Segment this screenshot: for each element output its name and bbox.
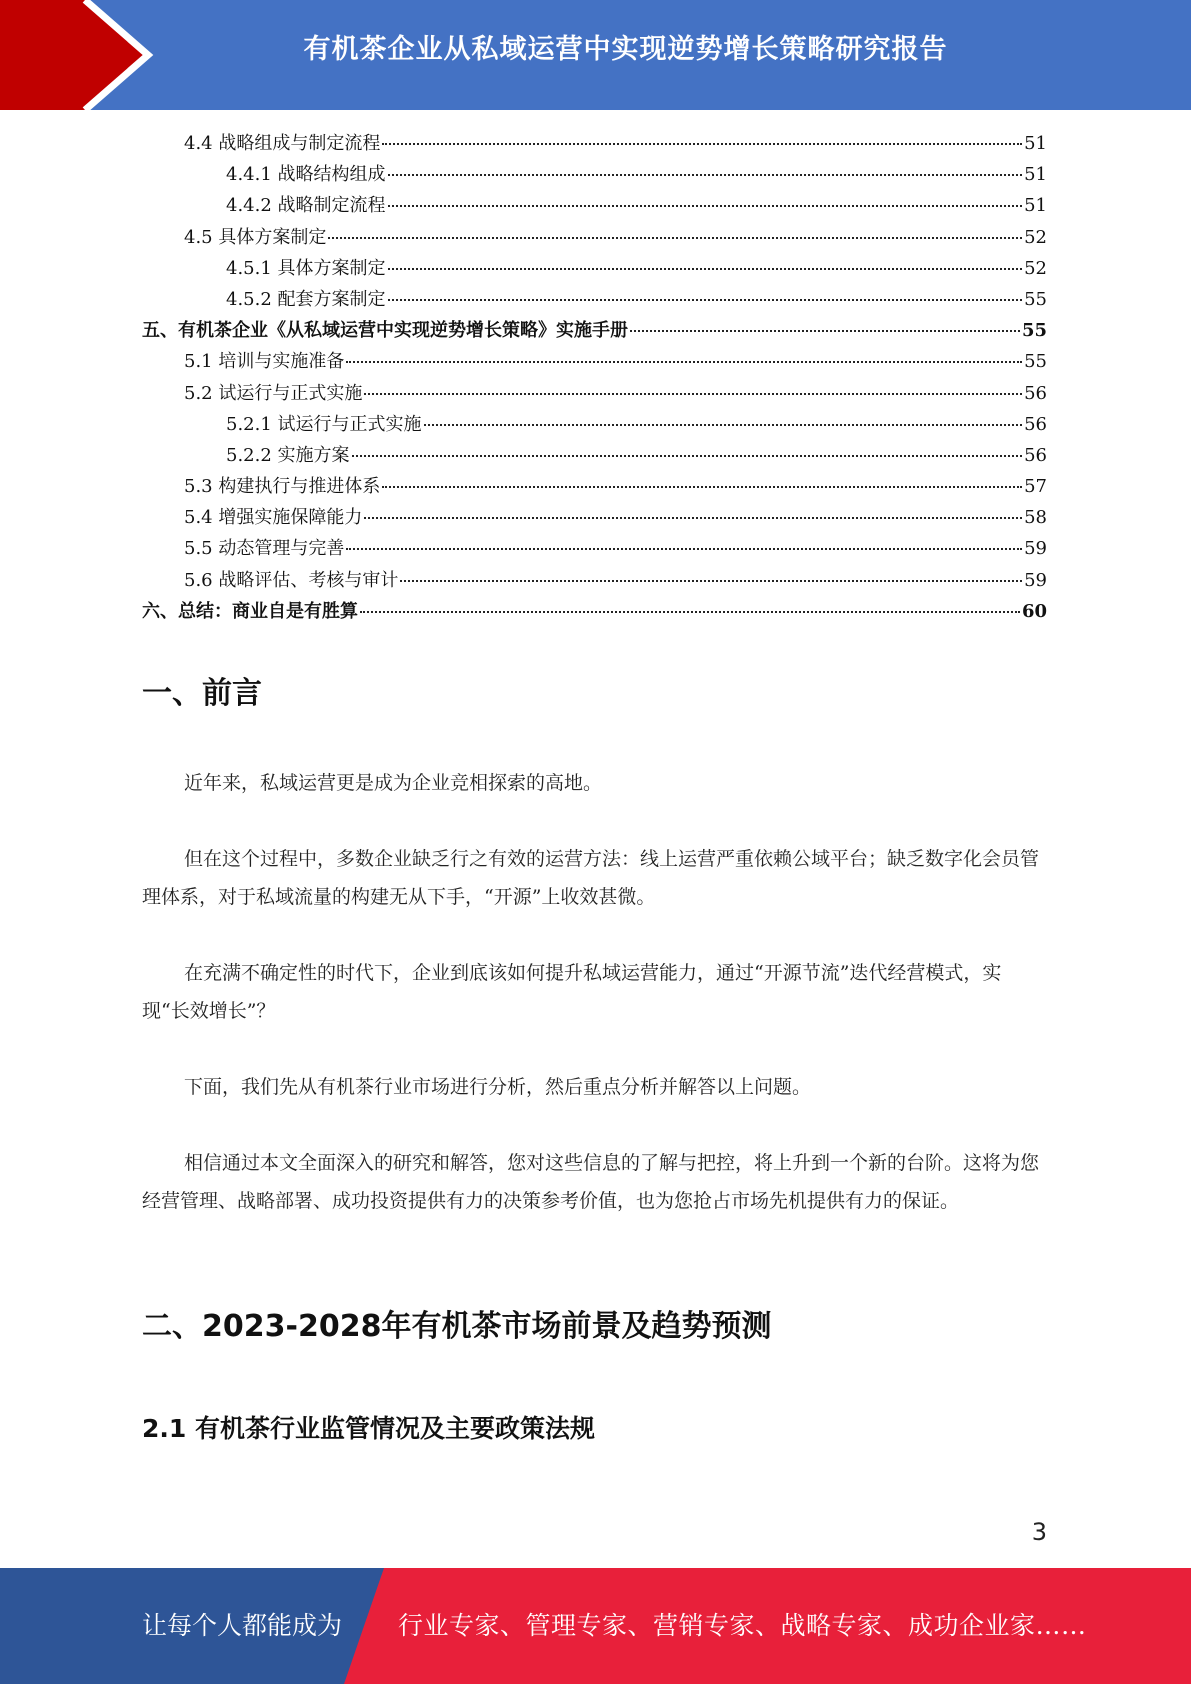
toc-entry[interactable] xyxy=(142,285,1047,316)
toc-entry[interactable] xyxy=(142,191,1047,222)
toc-entry-title: 5.1 培训与实施准备 xyxy=(184,351,345,373)
toc-entry-page: 56 xyxy=(1024,413,1047,435)
paragraph: 但在这个过程中，多数企业缺乏行之有效的运营方法：线上运营严重依赖公域平台；缺乏数字化会员管理体系，对于私域流量的构建无从下手，“开源”上收效甚微。 xyxy=(142,848,1040,908)
toc-leader-dots xyxy=(346,548,1022,550)
paragraph: 在充满不确定性的时代下，企业到底该如何提升私域运营能力，通过“开源节流”迭代经营模式，实现“长效增长”？ xyxy=(142,962,1002,1022)
toc-entry[interactable] xyxy=(142,503,1047,534)
toc-leader-dots xyxy=(424,424,1023,426)
toc-entry-title: 5.4 增强实施保障能力 xyxy=(184,507,363,529)
toc-entry-title: 4.5.2 配套方案制定 xyxy=(226,288,386,310)
toc-entry-page: 51 xyxy=(1024,164,1047,186)
toc-entry-page: 55 xyxy=(1024,351,1047,373)
toc-leader-dots xyxy=(364,517,1022,519)
toc-entry-page: 57 xyxy=(1024,476,1047,498)
toc-entry-title: 六、总结：商业自是有胜算 xyxy=(142,600,358,622)
report-title: 有机茶企业从私域运营中实现逆势增长策略研究报告 xyxy=(303,34,948,65)
toc-entry-title: 5.2.1 试运行与正式实施 xyxy=(226,413,422,435)
toc-entry-page: 55 xyxy=(1021,320,1047,342)
toc-leader-dots xyxy=(388,299,1023,301)
toc-entry[interactable] xyxy=(142,160,1047,191)
toc-entry-page: 52 xyxy=(1024,226,1047,248)
toc-leader-dots xyxy=(388,268,1023,270)
toc-leader-dots xyxy=(388,205,1023,207)
toc-entry-page: 60 xyxy=(1021,600,1047,622)
toc-leader-dots xyxy=(382,143,1022,145)
footer-slogan-right: 行业专家、管理专家、营销专家、战略专家、成功企业家…… xyxy=(398,1611,1087,1640)
toc-entry-page: 55 xyxy=(1024,288,1047,310)
toc-leader-dots xyxy=(400,580,1022,582)
toc-entry[interactable] xyxy=(142,534,1047,565)
paragraph: 近年来，私域运营更是成为企业竞相探索的高地。 xyxy=(184,772,603,794)
paragraph: 下面，我们先从有机茶行业市场进行分析，然后重点分析并解答以上问题。 xyxy=(184,1076,812,1098)
toc-leader-dots xyxy=(328,237,1022,239)
toc-entry-page: 59 xyxy=(1024,569,1047,591)
toc-entry-title: 5.6 战略评估、考核与审计 xyxy=(184,569,399,591)
toc-entry-title: 4.4.2 战略制定流程 xyxy=(226,195,386,217)
toc-entry-page: 56 xyxy=(1024,382,1047,404)
footer-slogan-left: 让每个人都能成为 xyxy=(142,1611,343,1640)
toc-entry-page: 56 xyxy=(1024,444,1047,466)
toc-entry-page: 51 xyxy=(1024,133,1047,154)
toc-entry-title: 五、有机茶企业《从私域运营中实现逆势增长策略》实施手册 xyxy=(142,320,628,342)
toc-leader-dots xyxy=(364,393,1022,395)
page-number: 3 xyxy=(1031,1518,1047,1546)
table-of-contents xyxy=(142,129,1047,628)
section-heading-market-outlook: 二、2023-2028年有机茶市场前景及趋势预测 xyxy=(142,1309,772,1344)
toc-entry-title: 4.5 具体方案制定 xyxy=(184,226,327,248)
section-heading-preface: 一、前言 xyxy=(142,676,262,711)
paragraph: 相信通过本文全面深入的研究和解答，您对这些信息的了解与把控，将上升到一个新的台阶。这将为您经营管理、战略部署、成功投资提供有力的决策参考价值，也为您抢占市场先机提供有力的保证。 xyxy=(142,1152,1040,1212)
toc-entry[interactable] xyxy=(142,566,1047,597)
toc-entry-page: 52 xyxy=(1024,257,1047,279)
toc-leader-dots xyxy=(388,174,1023,176)
toc-entry[interactable] xyxy=(142,441,1047,472)
toc-entry[interactable] xyxy=(142,410,1047,441)
toc-leader-dots xyxy=(352,455,1023,457)
toc-leader-dots xyxy=(360,611,1020,613)
toc-leader-dots xyxy=(630,330,1020,332)
toc-entry-title: 4.4.1 战略结构组成 xyxy=(226,164,386,186)
toc-entry-page: 58 xyxy=(1024,507,1047,529)
toc-entry-title: 5.5 动态管理与完善 xyxy=(184,538,345,560)
toc-entry[interactable] xyxy=(142,379,1047,410)
toc-entry[interactable] xyxy=(142,472,1047,503)
toc-entry[interactable] xyxy=(142,597,1047,628)
toc-entry-title: 5.2 试运行与正式实施 xyxy=(184,382,363,404)
toc-entry[interactable] xyxy=(142,223,1047,254)
toc-leader-dots xyxy=(346,361,1022,363)
toc-leader-dots xyxy=(382,486,1022,488)
toc-entry[interactable] xyxy=(142,254,1047,285)
toc-entry-title: 4.5.1 具体方案制定 xyxy=(226,257,386,279)
toc-entry-page: 51 xyxy=(1024,195,1047,217)
toc-entry[interactable] xyxy=(142,316,1047,347)
toc-entry-title: 4.4 战略组成与制定流程 xyxy=(184,133,381,154)
subsection-heading: 2.1 有机茶行业监管情况及主要政策法规 xyxy=(142,1414,595,1443)
toc-entry-title: 5.3 构建执行与推进体系 xyxy=(184,476,381,498)
page-footer xyxy=(0,1568,1191,1684)
toc-entry[interactable] xyxy=(142,129,1047,160)
toc-entry-page: 59 xyxy=(1024,538,1047,560)
toc-entry[interactable] xyxy=(142,347,1047,378)
toc-entry-title: 5.2.2 实施方案 xyxy=(226,444,350,466)
page-header xyxy=(0,0,1191,110)
